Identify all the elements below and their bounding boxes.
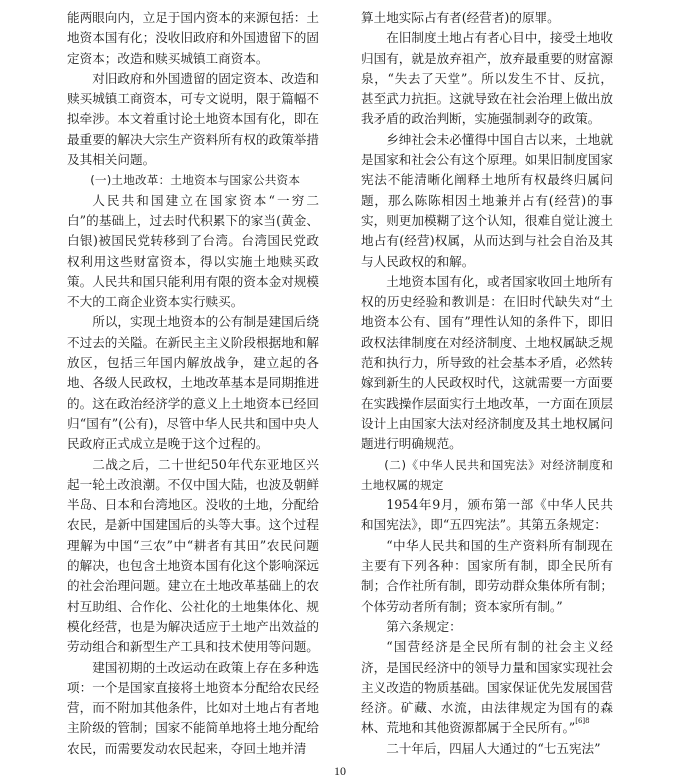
right-column <box>361 8 613 759</box>
citation-note: [6]8 <box>575 717 590 726</box>
section-heading-land-reform: (一)土地改革：土地资本与国家公共资本 <box>90 173 301 188</box>
page-number: 10 <box>334 764 346 778</box>
left-paragraph-3: 人民共和国建立在国家资本“一穷二白”的基础上，过去时代积累下的家当(黄金、白银)被国民党转移到了台湾。台湾国民党政权利用这些财富资本，得以实施土地赎买政策。人民共和国只能利用有限的资本金对规模不大的工商企业资本实行赎买。 <box>67 192 319 310</box>
left-column <box>67 8 319 759</box>
constitution-quote-article-6 <box>361 637 613 738</box>
left-paragraph-1: 能两眼向内，立足于国内资本的来源包括：土地资本国有化；没收旧政府和外国遗留下的固定资本；改造和赎买城镇工商资本。 <box>67 10 319 66</box>
left-paragraph-4: 所以，实现土地资本的公有制是建国后绕不过去的关隘。在新民主主义阶段根据地和解放区，包括三年国内解放战争，建立起的各地、各级人民政权，土地改革基本是同期推进的。这在政治经济学的意义上土地资本已经回归“国有”(公有)，尽管中华人民共和国中央人民政府正式成立是晚于这个过程的。 <box>67 314 319 452</box>
right-paragraph-5: 1954年9月，颁布第一部《中华人民共和国宪法》，即“五四宪法”。其第五条规定： <box>361 497 613 533</box>
left-paragraph-2: 对旧政府和外国遗留的固定资本、改造和赎买城镇工商资本，可专文说明，限于篇幅不拟牵涉。本文着重讨论土地资本国有化，即在最重要的解决大宗生产资料所有权的政策举措及其相关问题。 <box>67 70 319 168</box>
left-paragraph-6: 建国初期的土改运动在政策上存在多种选项：一个是国家直接将土地资本分配给农民经营，而不附加其他条件，比如对土地占有者地主阶级的管制；国家不能简单地将土地分配给农民，而需要发动农民起来，夺回土地并清 <box>67 659 319 756</box>
quote-text: “国营经济是全民所有制的社会主义经济，是国民经济中的领导力量和国家实现社会主义改造的物质基础。国家保证优先发展国营经济。矿藏、水流，由法律规定为国有的森林、荒地和其他资源都属于全民所有。” <box>361 639 613 736</box>
right-paragraph-7: 二十年后，四届人大通过的“七五宪法” <box>386 740 601 756</box>
right-paragraph-2: 在旧制度土地占有者心目中，接受土地收归国有，就是放弃祖产，放弃最重要的财富源泉，“失去了天堂”。所以发生不甘、反抗，甚至武力抗拒。这就导致在社会治理上做出放我矛盾的政治判断，实施强制剥夺的政策。 <box>361 30 613 127</box>
right-paragraph-3: 乡绅社会未必懂得中国自古以来，土地就是国家和社会公有这个原理。如果旧制度国家宪法不能清晰化阐释土地所有权最终归属问题，那么陈陈相因土地兼并占有(经营)的事实，则更加模糊了这个认知，很难自觉让渡土地占有(经营)权属，从而达到与社会自治及其与人民政权的和解。 <box>361 131 613 269</box>
right-paragraph-1: 算土地实际占有者(经营者)的原罪。 <box>361 10 560 25</box>
left-paragraph-5: 二战之后，二十世纪50年代东亚地区兴起一轮土改浪潮。不仅中国大陆，也波及朝鲜半岛、日本和台湾地区。没收的土地，分配给农民，是新中国建国后的头等大事。这个过程理解为中国“三农”中“耕者有其田”农民问题的解决，也包含土地资本国有化这个影响深远的社会治理问题。建立在土地改革基础上的农村互助组、合作化、公社化的土地集体化、规模化经营，也是为解决适应于土地产出效益的劳动组合和新型生产工具和技术使用等问题。 <box>67 456 319 655</box>
right-paragraph-4: 土地资本国有化，或者国家收回土地所有权的历史经验和教训是：在旧时代缺失对“土地资本公有、国有”理性认知的条件下，即旧政权法律制度在对经济制度、土地权属缺乏规范和执行力，所导致的社会基本矛盾，必然转嫁到新生的人民政权时代，这就需要一方面要在实践操作层面实行土地改革，一方面在顶层设计上由国家大法对经济制度及其土地权属问题进行明确规范。 <box>361 273 613 452</box>
constitution-quote-article-5: “中华人民共和国的生产资料所有制现在主要有下列各种：国家所有制，即全民所有制；合作社所有制，即劳动群众集体所有制；个体劳动者所有制；资本家所有制。” <box>361 537 613 614</box>
section-heading-constitution: (二)《中华人民共和国宪法》对经济制度和土地权属的规定 <box>361 457 613 492</box>
right-paragraph-6: 第六条规定： <box>386 618 462 634</box>
